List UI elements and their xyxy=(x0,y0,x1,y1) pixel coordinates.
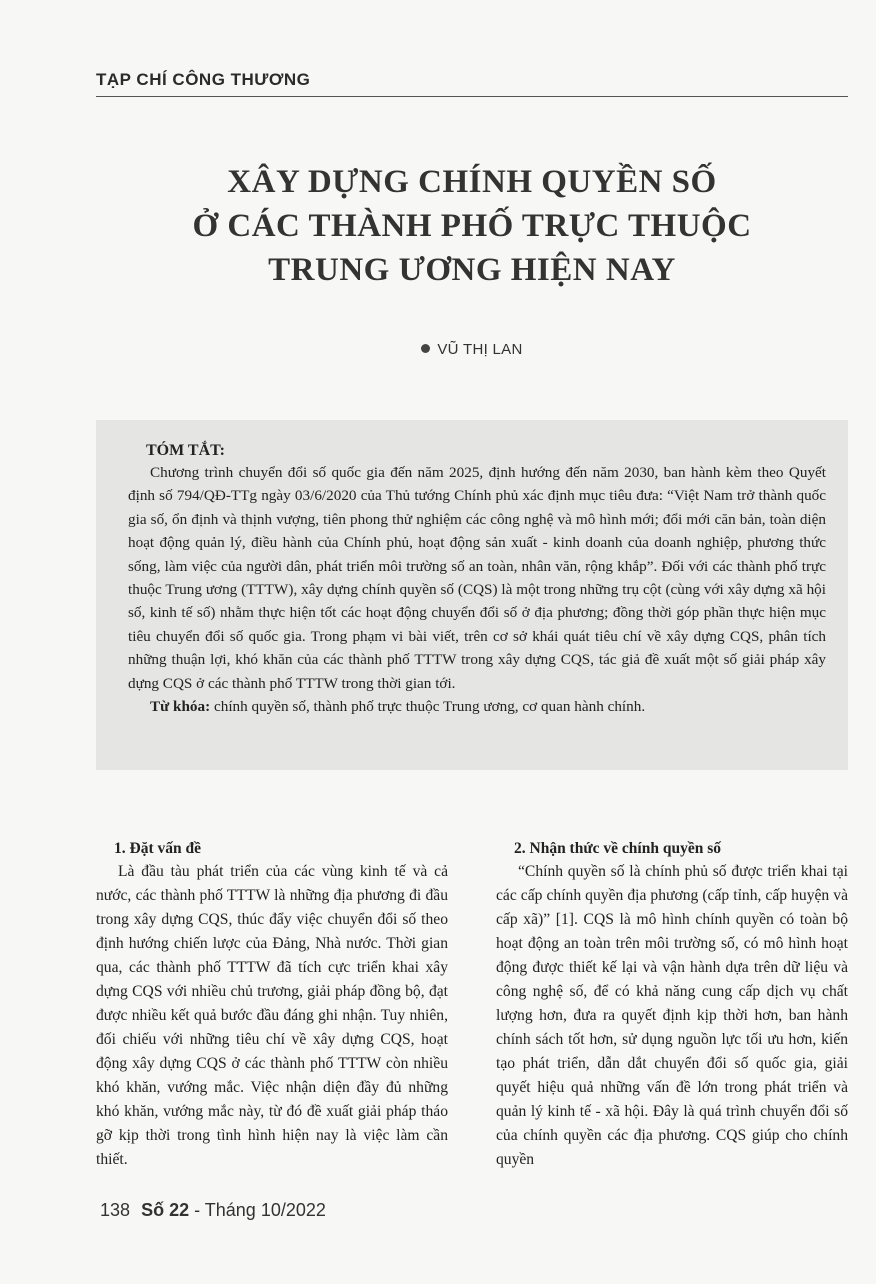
page-number: 138 xyxy=(100,1200,131,1220)
journal-name: TẠP CHÍ CÔNG THƯƠNG xyxy=(96,70,311,89)
abstract-text: Chương trình chuyển đổi số quốc gia đến năm 2025, định hướng đến năm 2030, ban hành kèm theo Quyết định số 794/QĐ-TTg ngày 03/6/2020 của Thủ tướng Chính phủ xác định mục tiêu đưa: “Việt Nam trở thành quốc gia số, ổn định và thịnh vượng, tiên phong thử nghiệm các công nghệ và mô hình mới; đổi mới căn bản, toàn diện hoạt động quản lý, điều hành của Chính phủ, hoạt động sản xuất - kinh doanh của doanh nghiệp, phương thức sống, làm việc của người dân, phát triển môi trường số an toàn, nhân văn, rộng khắp”. Đối với các thành phố trực thuộc Trung ương (TTTW), xây dựng chính quyền số (CQS) là một trong những trụ cột (cùng với xây dựng xã hội số, kinh tế số) nhằm thực hiện tốt các hoạt động chuyển đổi số ở địa phương; đồng thời góp phần thực hiện mục tiêu chuyển đổi số quốc gia. Trong phạm vi bài viết, trên cơ sở khái quát tiêu chí về xây dựng CQS, phân tích những thuận lợi, khó khăn của các thành phố TTTW trong xây dựng CQS, tác giả đề xuất một số giải pháp xây dựng CQS ở các thành phố TTTW trong thời gian tới. xyxy=(128,464,826,692)
keywords-text: chính quyền số, thành phố trực thuộc Trung ương, cơ quan hành chính. xyxy=(213,698,646,716)
keywords-label: Từ khóa: xyxy=(150,698,211,716)
title-line-1: XÂY DỰNG CHÍNH QUYỀN SỐ xyxy=(227,164,717,200)
article-title xyxy=(96,160,848,292)
section-text-1: Là đầu tàu phát triển của các vùng kinh tế và cả nước, các thành phố TTTW là những địa phương đi đầu trong xây dựng CQS, thúc đẩy việc chuyển đổi số theo định hướng chiến lược của Đảng, Nhà nước. Thời gian qua, các thành phố TTTW đã tích cực triển khai xây dựng CQS với nhiều chủ trương, giải pháp đồng bộ, đạt được nhiều kết quả bước đầu đáng ghi nhận. Tuy nhiên, đối chiếu với những tiêu chí về xây dựng CQS, hoạt động xây dựng CQS ở các thành phố TTTW còn nhiều khó khăn, vướng mắc. Việc nhận diện đầy đủ những khó khăn, vướng mắc này, từ đó đề xuất giải pháp tháo gỡ kịp thời trong tình hình hiện nay là việc làm cần thiết. xyxy=(96,863,448,1168)
abstract-heading: TÓM TẮT: xyxy=(146,442,225,459)
abstract-box xyxy=(96,420,848,770)
section-text-2: “Chính quyền số là chính phủ số được triển khai tại các cấp chính quyền địa phương (cấp tỉnh, cấp huyện và cấp xã)” [1]. CQS là mô hình chính quyền có toàn bộ hoạt động an toàn trên môi trường số, có mô hình hoạt động được thiết kế lại và vận hành dựa trên dữ liệu và công nghệ số, để có khả năng cung cấp dịch vụ chất lượng hơn, đưa ra quyết định kịp thời hơn, ban hành chính sách tốt hơn, sử dụng nguồn lực tối ưu hơn, kiến tạo phát triển, dẫn dắt chuyển đổi số quốc gia, giải quyết hiệu quả những vấn đề lớn trong phát triển và quản lý kinh tế - xã hội. Đây là quá trình chuyển đổi số của chính quyền các địa phương. CQS giúp cho chính quyền xyxy=(496,863,848,1168)
page-footer xyxy=(100,1200,326,1221)
author-line xyxy=(96,341,848,358)
issue-date: - Tháng 10/2022 xyxy=(194,1200,326,1220)
title-line-2: Ở CÁC THÀNH PHỐ TRỰC THUỘC xyxy=(192,208,752,244)
issue-number: Số 22 xyxy=(141,1200,190,1220)
author-name: VŨ THỊ LAN xyxy=(437,341,523,358)
right-column xyxy=(496,838,848,1172)
section-heading-2: 2. Nhận thức về chính quyền số xyxy=(514,840,721,857)
keywords xyxy=(128,695,826,718)
header-rule xyxy=(96,96,848,97)
left-column xyxy=(96,838,448,1172)
journal-header xyxy=(96,68,848,98)
bullet-icon xyxy=(421,344,430,353)
title-line-3: TRUNG ƯƠNG HIỆN NAY xyxy=(268,252,676,288)
section-heading-1: 1. Đặt vấn đề xyxy=(114,840,201,857)
